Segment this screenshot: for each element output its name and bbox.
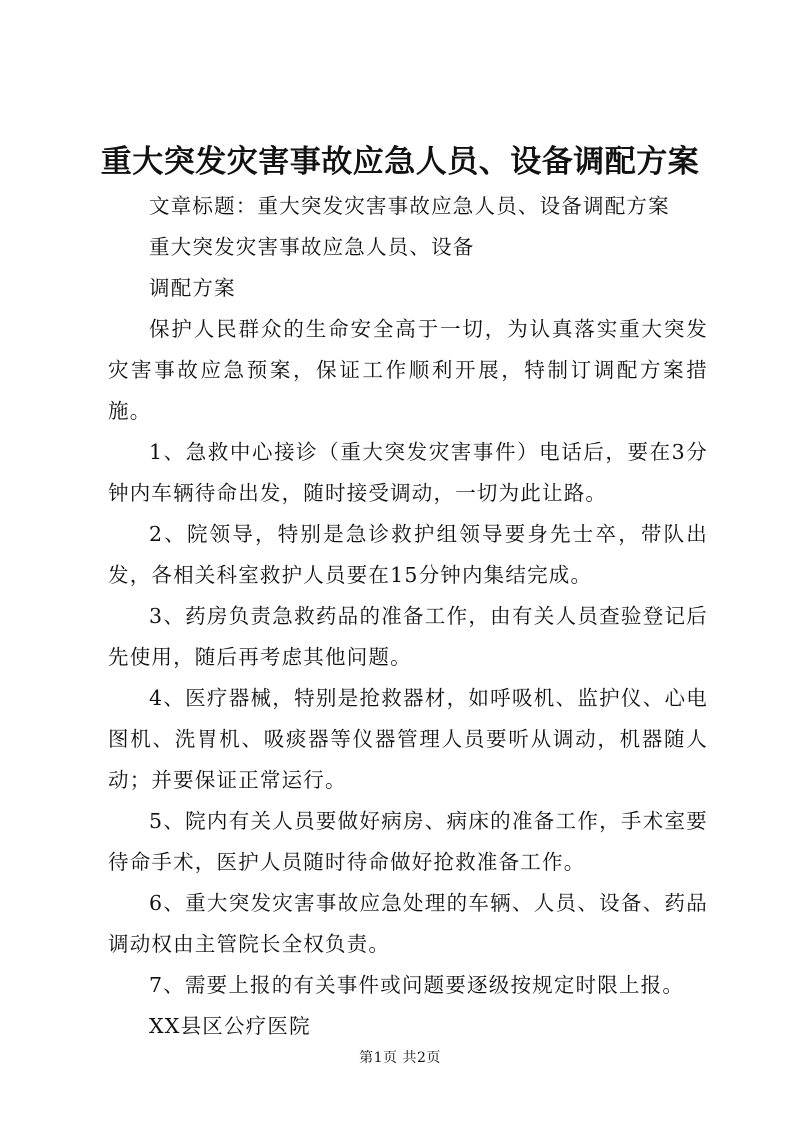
- signature-line: XX县区公疗医院: [149, 1014, 311, 1038]
- article-title-line: 文章标题：重大突发灾害事故应急人员、设备调配方案: [149, 194, 670, 218]
- measure-item-2: 2、院领导，特别是急诊救护组领导要身先士卒，带队出发，各相关科室救护人员要在15分钟内集结完成。: [108, 522, 708, 587]
- measure-item-7: 7、需要上报的有关事件或问题要逐级按规定时限上报。: [149, 973, 685, 997]
- measure-item-6: 6、重大突发灾害事故应急处理的车辆、人员、设备、药品调动权由主管院长全权负责。: [108, 891, 708, 956]
- measure-item-1: 1、急救中心接诊（重大突发灾害事件）电话后，要在3分钟内车辆待命出发，随时接受调动，一切为此让路。: [108, 440, 708, 505]
- subtitle-line-1: 重大突发灾害事故应急人员、设备: [149, 235, 475, 259]
- measure-item-5: 5、院内有关人员要做好病房、病床的准备工作，手术室要待命手术，医护人员随时待命做好抢救准备工作。: [108, 809, 708, 874]
- measure-item-4: 4、医疗器械，特别是抢救器材，如呼吸机、监护仪、心电图机、洗胃机、吸痰器等仪器管理人员要听从调动，机器随人动；并要保证正常运行。: [108, 686, 708, 792]
- page-footer: 第1页 共2页: [359, 1050, 441, 1066]
- measure-item-3: 3、药房负责急救药品的准备工作，由有关人员查验登记后先使用，随后再考虑其他问题。: [108, 604, 708, 669]
- subtitle-line-2: 调配方案: [149, 276, 236, 300]
- document-title: 重大突发灾害事故应急人员、设备调配方案: [100, 144, 700, 180]
- document-body: [108, 186, 708, 1047]
- intro-paragraph: 保护人民群众的生命安全高于一切，为认真落实重大突发灾害事故应急预案，保证工作顺利开展，特制订调配方案措施。: [108, 317, 708, 423]
